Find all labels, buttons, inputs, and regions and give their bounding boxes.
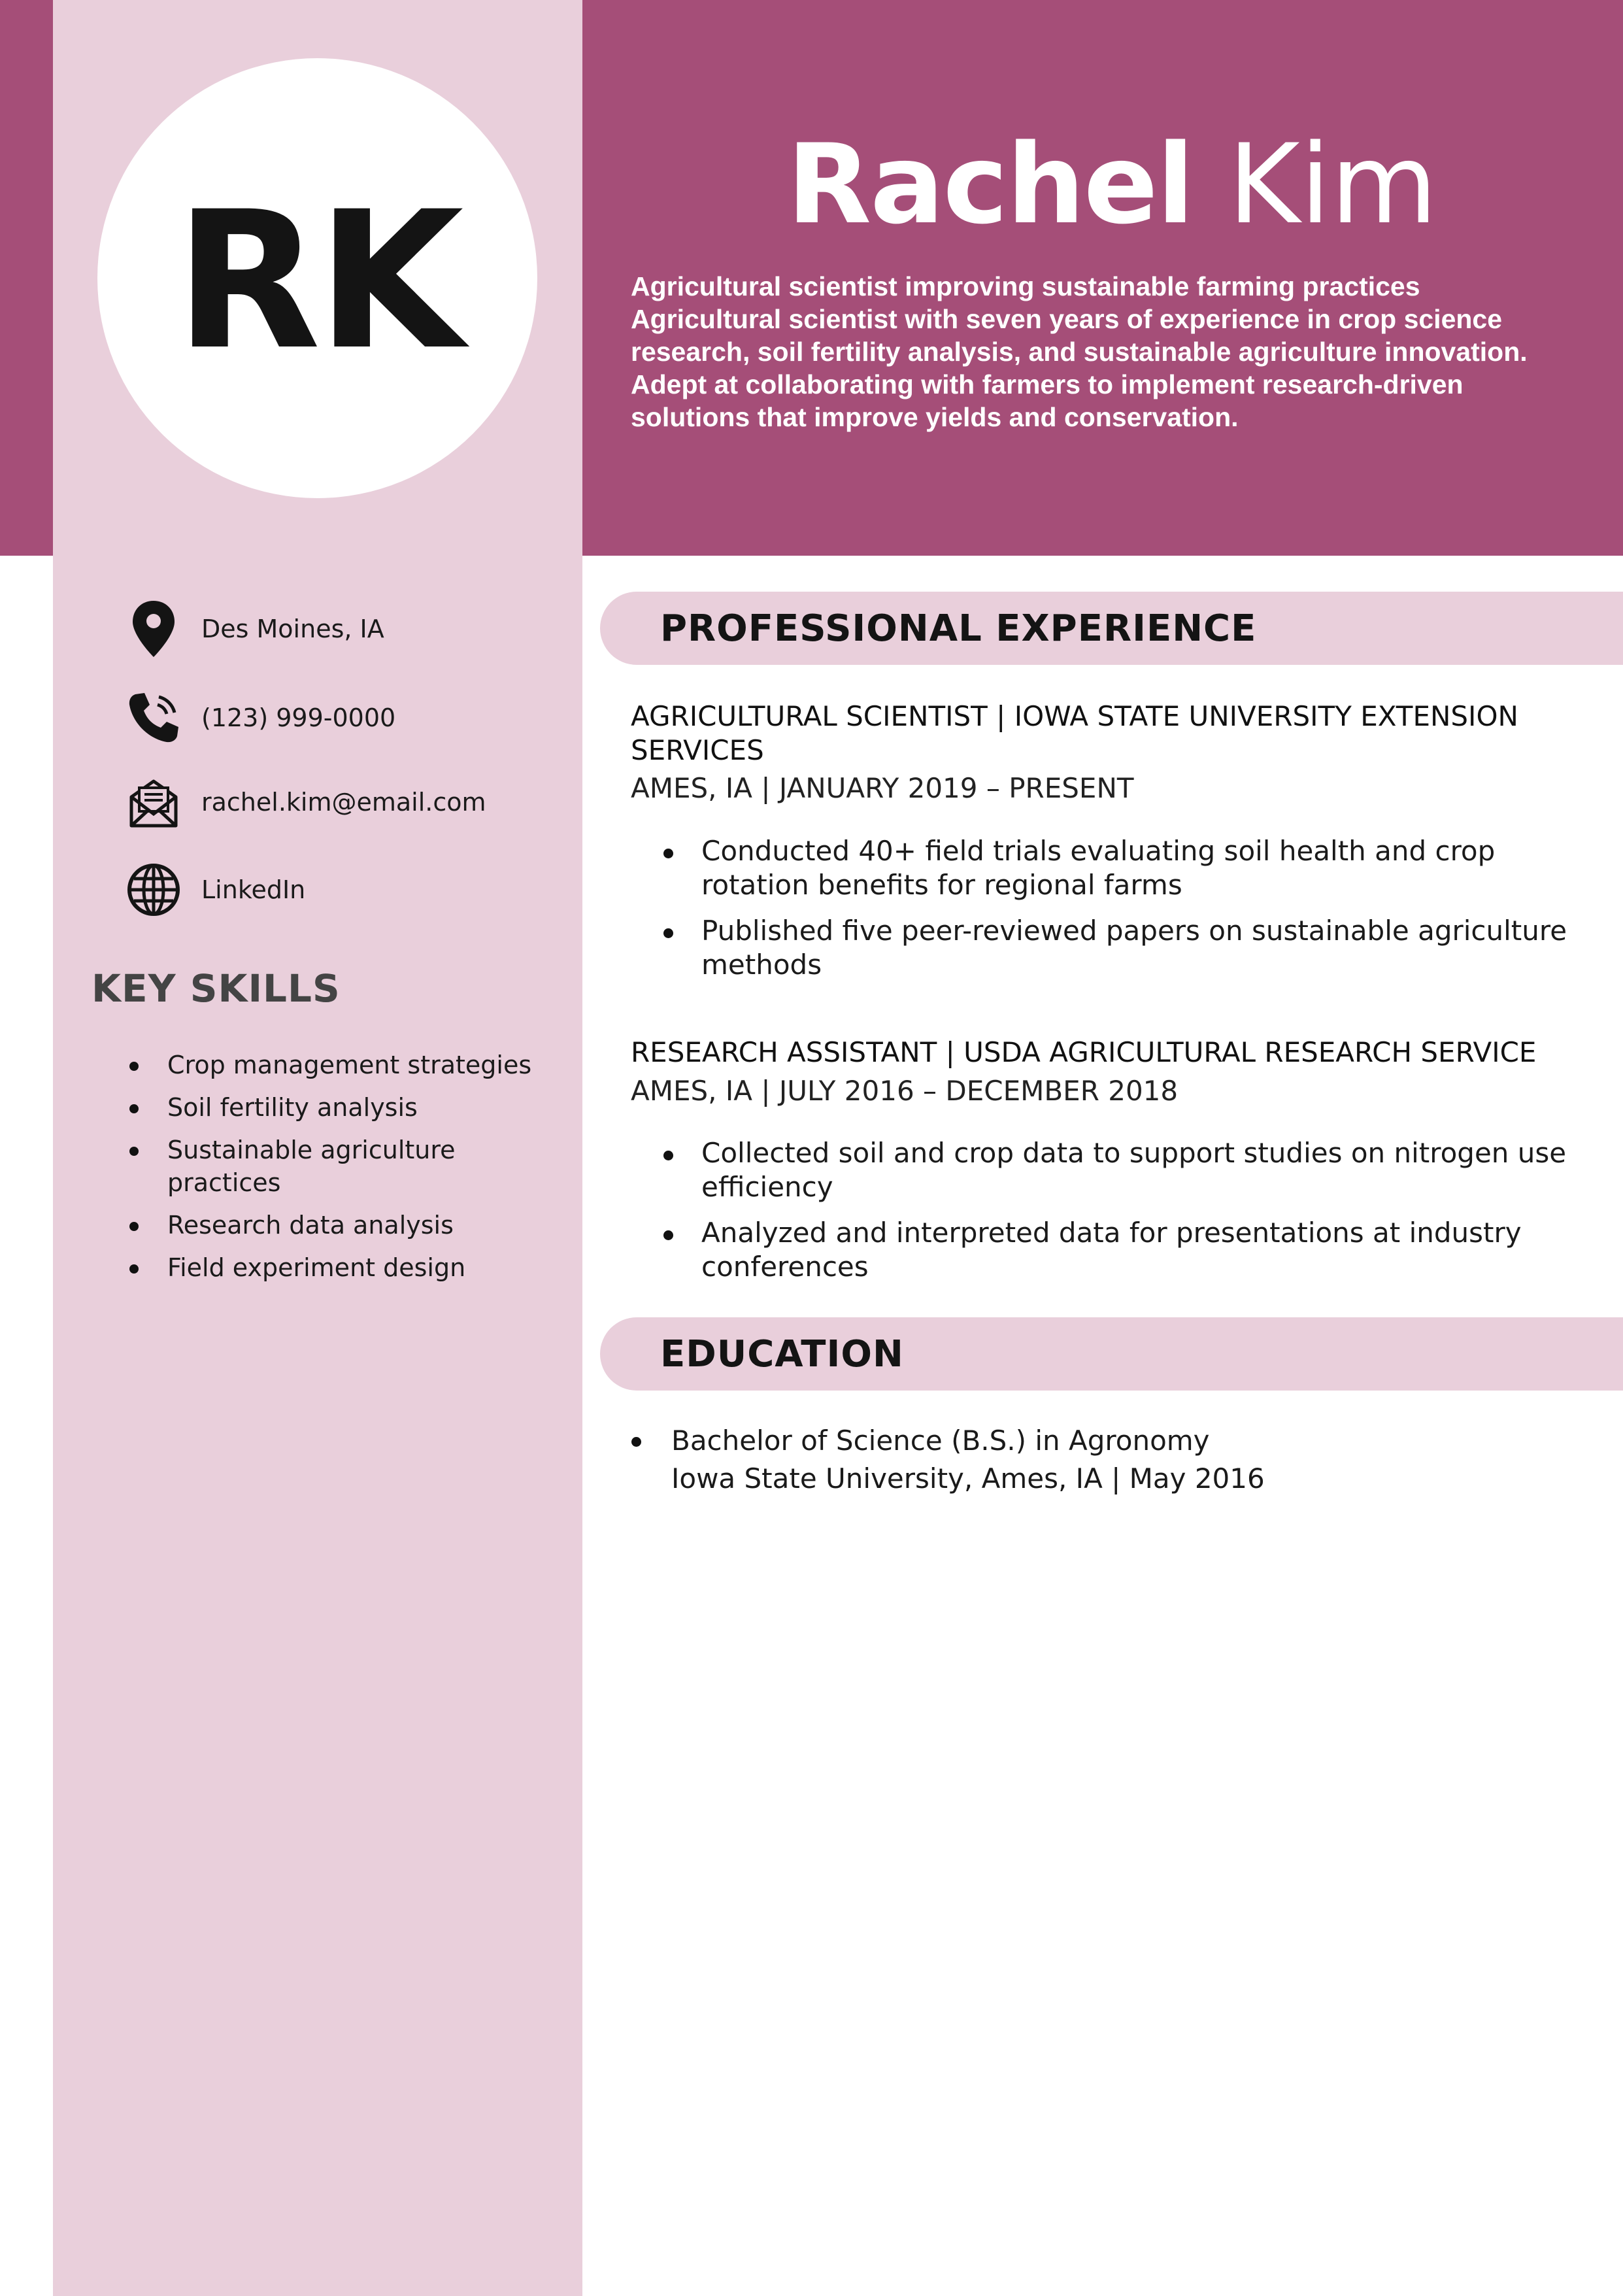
- monogram-circle: [97, 58, 537, 498]
- skill-item: Sustainable agriculture practices: [92, 1134, 507, 1199]
- summary-line: Adept at collaborating with farmers to implement research-driven: [631, 369, 1464, 399]
- summary-line: research, soil fertility analysis, and sustainable agriculture innovation.: [631, 337, 1528, 367]
- job-title: AGRICULTURAL SCIENTIST | IOWA STATE UNIVERSITY EXTENSION SERVICES: [631, 700, 1518, 766]
- contact-linkedin: [124, 857, 305, 922]
- education-title: EDUCATION: [660, 1332, 904, 1376]
- skill-item: Soil fertility analysis: [92, 1091, 562, 1124]
- skill-item: Research data analysis: [92, 1209, 562, 1241]
- job-meta: AMES, IA | JANUARY 2019 – PRESENT: [631, 772, 1134, 804]
- summary-line: Agricultural scientist with seven years of experience in crop science: [631, 304, 1503, 334]
- phone-icon: [124, 688, 183, 747]
- education-entry: [631, 1422, 1592, 1498]
- job-bullets: [631, 1136, 1592, 1296]
- education-section-header: [600, 1317, 1623, 1391]
- location-pin-icon: [124, 599, 183, 658]
- candidate-name: [627, 120, 1597, 248]
- skills-list: [92, 1049, 562, 1294]
- contact-location: [124, 596, 384, 662]
- bullet-dot: [631, 1437, 641, 1447]
- experience-title: PROFESSIONAL EXPERIENCE: [660, 607, 1257, 650]
- envelope-icon: [124, 773, 183, 832]
- skill-item: Crop management strategies: [92, 1049, 562, 1081]
- school: Iowa State University, Ames, IA | May 2016: [671, 1462, 1265, 1494]
- job-meta: AMES, IA | JULY 2016 – DECEMBER 2018: [631, 1075, 1179, 1107]
- linkedin-text: LinkedIn: [201, 875, 306, 904]
- job-bullet: Conducted 40+ field trials evaluating soil health and crop rotation benefits for regional farms: [631, 834, 1592, 902]
- contact-phone: [124, 685, 395, 751]
- summary-line: solutions that improve yields and conservation.: [631, 402, 1239, 432]
- summary-headline: Agricultural scientist improving sustainable farming practices: [631, 271, 1420, 301]
- first-name: Rachel: [786, 120, 1194, 248]
- job-bullets: [631, 834, 1592, 994]
- degree: Bachelor of Science (B.S.) in Agronomy: [671, 1425, 1210, 1457]
- job-bullet: Published five peer-reviewed papers on sustainable agriculture methods: [631, 914, 1592, 982]
- experience-section-header: [600, 592, 1623, 665]
- phone-text: (123) 999-0000: [201, 703, 396, 732]
- email-text: rachel.kim@email.com: [201, 788, 486, 817]
- monogram: RK: [175, 171, 460, 392]
- summary: [631, 270, 1592, 433]
- job-bullet: Collected soil and crop data to support studies on nitrogen use efficiency: [631, 1136, 1592, 1204]
- location-text: Des Moines, IA: [201, 615, 384, 643]
- globe-icon: [124, 860, 183, 919]
- last-name: Kim: [1228, 120, 1438, 248]
- job-title: RESEARCH ASSISTANT | USDA AGRICULTURAL RESEARCH SERVICE: [631, 1036, 1537, 1068]
- contact-email: [124, 769, 486, 835]
- skills-title: KEY SKILLS: [92, 966, 341, 1011]
- skill-item: Field experiment design: [92, 1251, 562, 1284]
- job-bullet: Analyzed and interpreted data for presentations at industry conferences: [631, 1216, 1592, 1284]
